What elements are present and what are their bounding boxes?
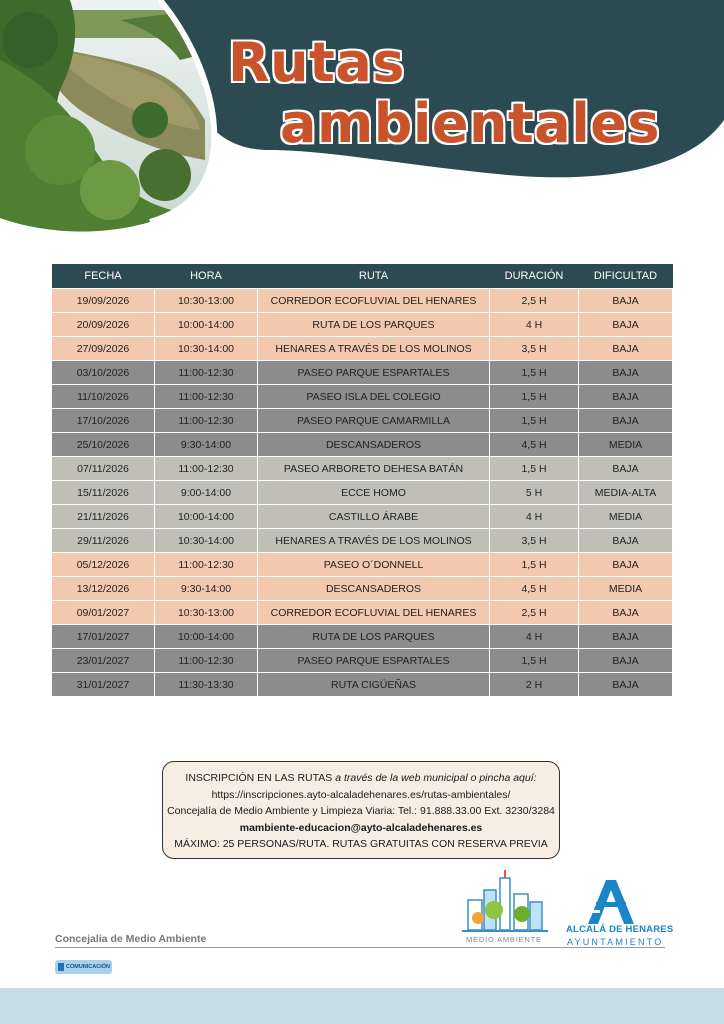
cell-dificultad: MEDIA (579, 505, 673, 529)
cell-hora: 11:00-12:30 (155, 649, 258, 673)
cell-ruta: PASEO PARQUE ESPARTALES (258, 649, 490, 673)
city-council: AYUNTAMIENTO (567, 937, 664, 947)
medio-ambiente-label: MEDIO AMBIENTE (466, 935, 542, 944)
cell-fecha: 21/11/2026 (52, 505, 155, 529)
cell-dificultad: BAJA (579, 649, 673, 673)
registration-line (163, 770, 559, 787)
table-row (52, 481, 673, 505)
table-body (52, 289, 673, 697)
cell-hora: 11:00-12:30 (155, 457, 258, 481)
column-header-duracion: DURACIÓN (490, 264, 579, 289)
cell-dificultad: BAJA (579, 529, 673, 553)
cell-ruta: PASEO O´DONNELL (258, 553, 490, 577)
cell-ruta: DESCANSADEROS (258, 577, 490, 601)
table-row (52, 313, 673, 337)
cell-ruta: PASEO ISLA DEL COLEGIO (258, 385, 490, 409)
cell-ruta: RUTA DE LOS PARQUES (258, 313, 490, 337)
capacity-note: MÁXIMO: 25 PERSONAS/RUTA. RUTAS GRATUITAS CON RESERVA PREVIA (174, 838, 548, 850)
footer-band (0, 988, 724, 1024)
cell-duracion: 4 H (490, 313, 579, 337)
cell-ruta: PASEO PARQUE ESPARTALES (258, 361, 490, 385)
cell-dificultad: BAJA (579, 553, 673, 577)
column-header-ruta: RUTA (258, 264, 490, 289)
table-row (52, 673, 673, 697)
cell-fecha: 25/10/2026 (52, 433, 155, 457)
cell-duracion: 3,5 H (490, 337, 579, 361)
cell-dificultad: BAJA (579, 313, 673, 337)
cell-fecha: 27/09/2026 (52, 337, 155, 361)
cell-fecha: 20/09/2026 (52, 313, 155, 337)
cell-fecha: 15/11/2026 (52, 481, 155, 505)
cell-fecha: 09/01/2027 (52, 601, 155, 625)
cell-dificultad: BAJA (579, 409, 673, 433)
cell-dificultad: BAJA (579, 385, 673, 409)
cell-dificultad: BAJA (579, 289, 673, 313)
table-header-row (52, 264, 673, 289)
table-row (52, 553, 673, 577)
table-row (52, 337, 673, 361)
cell-ruta: RUTA CIGÜEÑAS (258, 673, 490, 697)
cell-hora: 9:30-14:00 (155, 577, 258, 601)
table-row (52, 457, 673, 481)
cell-fecha: 31/01/2027 (52, 673, 155, 697)
cell-duracion: 4,5 H (490, 433, 579, 457)
cell-fecha: 11/10/2026 (52, 385, 155, 409)
cell-fecha: 23/01/2027 (52, 649, 155, 673)
table-row (52, 649, 673, 673)
comunicacion-badge (55, 960, 112, 974)
cell-ruta: RUTA DE LOS PARQUES (258, 625, 490, 649)
registration-label: INSCRIPCIÓN EN LAS RUTAS (185, 772, 333, 784)
cell-fecha: 17/10/2026 (52, 409, 155, 433)
cell-fecha: 17/01/2027 (52, 625, 155, 649)
table-row (52, 361, 673, 385)
cell-ruta: CASTILLO ÁRABE (258, 505, 490, 529)
cell-dificultad: BAJA (579, 601, 673, 625)
cell-hora: 10:30-14:00 (155, 529, 258, 553)
cell-ruta: ECCE HOMO (258, 481, 490, 505)
cell-dificultad: BAJA (579, 337, 673, 361)
cell-ruta: HENARES A TRAVÉS DE LOS MOLINOS (258, 529, 490, 553)
cell-hora: 10:00-14:00 (155, 505, 258, 529)
cell-duracion: 1,5 H (490, 385, 579, 409)
table-row (52, 385, 673, 409)
page-title-line-2: ambientales (280, 92, 660, 155)
cell-ruta: HENARES A TRAVÉS DE LOS MOLINOS (258, 337, 490, 361)
cell-dificultad: BAJA (579, 625, 673, 649)
cell-fecha: 13/12/2026 (52, 577, 155, 601)
table-row (52, 529, 673, 553)
cell-duracion: 4 H (490, 505, 579, 529)
table-row (52, 577, 673, 601)
routes-schedule-table (51, 264, 673, 697)
cell-ruta: PASEO ARBORETO DEHESA BATÁN (258, 457, 490, 481)
table-row (52, 409, 673, 433)
registration-info-box (162, 761, 560, 859)
cell-hora: 11:00-12:30 (155, 409, 258, 433)
cell-fecha: 05/12/2026 (52, 553, 155, 577)
cell-dificultad: BAJA (579, 457, 673, 481)
cell-duracion: 1,5 H (490, 553, 579, 577)
cell-duracion: 1,5 H (490, 409, 579, 433)
cell-hora: 10:00-14:00 (155, 625, 258, 649)
contact-phone: Concejalía de Medio Ambiente y Limpieza Viaria: Tel.: 91.888.33.00 Ext. 3230/3284 (167, 805, 555, 817)
cell-hora: 10:30-14:00 (155, 337, 258, 361)
cell-duracion: 1,5 H (490, 457, 579, 481)
cell-ruta: CORREDOR ECOFLUVIAL DEL HENARES (258, 601, 490, 625)
registration-instructions: a través de la web municipal o pincha aquí: (335, 772, 537, 784)
cell-hora: 10:30-13:00 (155, 289, 258, 313)
cell-fecha: 07/11/2026 (52, 457, 155, 481)
city-name: ALCALÁ DE HENARES (566, 924, 674, 935)
column-header-hora: HORA (155, 264, 258, 289)
cell-hora: 11:00-12:30 (155, 385, 258, 409)
cell-duracion: 5 H (490, 481, 579, 505)
table-row (52, 433, 673, 457)
cell-fecha: 03/10/2026 (52, 361, 155, 385)
table-row (52, 505, 673, 529)
cell-dificultad: MEDIA (579, 577, 673, 601)
cell-duracion: 2,5 H (490, 289, 579, 313)
cell-duracion: 4,5 H (490, 577, 579, 601)
table-row (52, 601, 673, 625)
cell-duracion: 4 H (490, 625, 579, 649)
cell-dificultad: MEDIA-ALTA (579, 481, 673, 505)
cell-dificultad: BAJA (579, 361, 673, 385)
cell-fecha: 29/11/2026 (52, 529, 155, 553)
cell-dificultad: MEDIA (579, 433, 673, 457)
cell-ruta: PASEO PARQUE CAMARMILLA (258, 409, 490, 433)
cell-fecha: 19/09/2026 (52, 289, 155, 313)
cell-hora: 11:00-12:30 (155, 361, 258, 385)
letter-a-icon (588, 880, 634, 924)
header-banner (0, 0, 724, 250)
cell-hora: 11:00-12:30 (155, 553, 258, 577)
cell-duracion: 1,5 H (490, 361, 579, 385)
cell-hora: 10:00-14:00 (155, 313, 258, 337)
cell-hora: 9:00-14:00 (155, 481, 258, 505)
cell-duracion: 2 H (490, 673, 579, 697)
cell-duracion: 3,5 H (490, 529, 579, 553)
registration-url-link[interactable]: https://inscripciones.ayto-alcaladehenares.es/rutas-ambientales/ (211, 788, 511, 801)
table-row (52, 625, 673, 649)
cell-ruta: DESCANSADEROS (258, 433, 490, 457)
footer-divider (55, 947, 665, 948)
page-title-line-1: Rutas (228, 31, 405, 94)
cell-dificultad: BAJA (579, 673, 673, 697)
cell-duracion: 2,5 H (490, 601, 579, 625)
contact-email-link[interactable]: mambiente-educacion@ayto-alcaladehenares.es (239, 821, 483, 834)
column-header-fecha: FECHA (52, 264, 155, 289)
table-row (52, 289, 673, 313)
cell-duracion: 1,5 H (490, 649, 579, 673)
building-icon (58, 963, 64, 971)
cell-hora: 10:30-13:00 (155, 601, 258, 625)
cell-ruta: CORREDOR ECOFLUVIAL DEL HENARES (258, 289, 490, 313)
department-label: Concejalía de Medio Ambiente (55, 933, 207, 945)
column-header-dificultad: DIFICULTAD (579, 264, 673, 289)
cell-hora: 9:30-14:00 (155, 433, 258, 457)
comunicacion-label: COMUNICACIÓN (66, 964, 110, 970)
cell-hora: 11:30-13:30 (155, 673, 258, 697)
city-skyline-icon (460, 870, 550, 940)
